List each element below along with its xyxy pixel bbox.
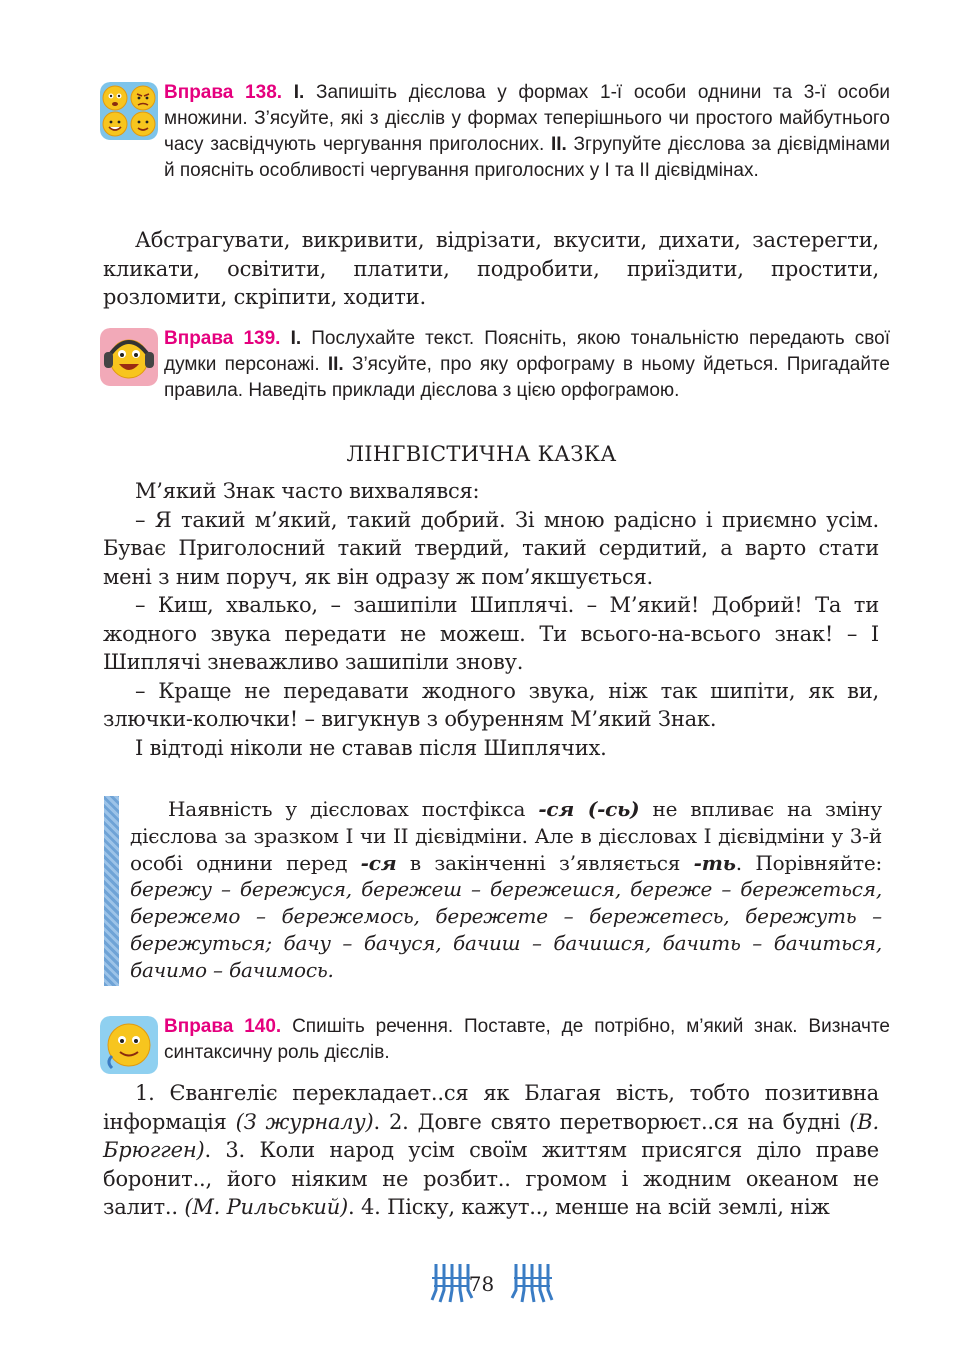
headphones-smiley-icon: [100, 328, 158, 386]
source: (З журналу): [235, 1109, 374, 1134]
roman-2: ІІ.: [550, 134, 567, 155]
roman-1: І.: [293, 82, 305, 103]
rule-text: [130, 796, 882, 984]
word-list: Абстрагувати, викривити, відрізати, вкусити, дихати, застерегти, кликати, освітити, платити, подробити, приїздити, простити, розломити, скріпити, ходити.: [103, 228, 879, 309]
rule-part: . Порівняйте:: [735, 850, 882, 875]
exercise-140-sentences: [103, 1079, 879, 1222]
rule-suffix: -ть: [693, 850, 736, 875]
story-paragraph: – Киш, хвалько, – зашипіли Шиплячі. – М’який! Добрий! Та ти жодного звука передати не можеш. Ти всього-на-всього знак! – І Шиплячі зневажливо зашипіли знову.: [103, 593, 879, 674]
sentence-part: . 3. Коли народ усім своїм життям присягся діло праве боронит.., його ніяким не розбит.. громом і жодним океаном не залит..: [103, 1138, 879, 1219]
story-paragraph: М’який Знак часто вихвалявся:: [135, 479, 480, 503]
exercise-139-text: [164, 326, 890, 404]
task-part-2: З’ясуйте, про яку орфограму в ньому йдеться. Пригадайте правила. Наведіть приклади дієслова з цією орфограмою.: [164, 354, 890, 401]
exercise-140-text: [164, 1014, 890, 1066]
exercise-139-label: Вправа 139.: [164, 328, 281, 349]
rule-part: Наявність у дієсловах постфікса: [168, 797, 539, 821]
story-text: [103, 477, 879, 762]
rule-suffix: -ся (-сь): [538, 797, 640, 821]
exercise-138: [100, 80, 890, 184]
rule-box: [104, 796, 882, 984]
page-footer: [0, 1260, 963, 1310]
smiley-icon: [100, 1016, 158, 1074]
emoji-faces-icon: [100, 82, 158, 140]
page-number: 78: [468, 1272, 495, 1296]
source: (М. Рильський): [184, 1195, 349, 1219]
rule-suffix: -ся: [360, 850, 397, 875]
source: (В. Брюгген): [103, 1109, 879, 1162]
story-paragraph: – Краще не передавати жодного звука, ніж так шипіти, як ви, злючки-колючки! – вигукнув з обуренням М’який Знак.: [103, 678, 879, 731]
exercise-140-label: Вправа 140.: [164, 1016, 282, 1037]
exercise-138-text: [164, 80, 890, 184]
roman-2: ІІ.: [327, 354, 344, 375]
exercise-139: [100, 326, 890, 404]
sentence-part: 1. Євангеліє перекладает..ся як Благая вість, тобто позитивна інформація: [103, 1081, 879, 1134]
rule-examples: бережу – бережуся, бережеш – бережешся, береже – бережеться, бережемо – бережемось, бережете – бережетесь, бережуть – бережуться; бачу – бачуся, бачиш – бачишся, бачить – бачиться, бачимо – бачимось.: [130, 877, 882, 982]
task-part-1: Послухайте текст. Поясніть, якою тональністю передають свої думки персонажі.: [164, 328, 891, 375]
task-part-1: Спишіть речення. Поставте, де потрібно, м’який знак. Визначте синтаксичну роль дієслів.: [164, 1016, 890, 1063]
task-part-2: Згрупуйте дієслова за дієвідмінами й поясніть особливості чергування приголосних у І та ІІ дієвідмінах.: [164, 134, 890, 181]
rule-part: не впливає на зміну дієслова за зразком І чи ІІ дієвідміни. Але в дієсловах І дієвідміни у 3-й особі однини перед: [130, 797, 882, 875]
sentence-part: . 4. Піску, кажут.., менше на всій землі, ніж: [348, 1195, 830, 1219]
task-part-1: Запишіть дієслова у формах 1-ї особи однини та 3-ї особи множини. З’ясуйте, які з дієслів у формах теперішнього чи простого майбутнього часу засвідчують чергування приголосних.: [164, 82, 891, 155]
exercise-140: [100, 1014, 890, 1066]
sentence-part: . 2. Довге свято перетворюєт..ся на будні: [373, 1109, 850, 1134]
exercise-138-label: Вправа 138.: [164, 82, 283, 103]
story-paragraph: І відтоді ніколи не ставав після Шиплячих.: [135, 735, 607, 760]
story-title: ЛІНГВІСТИЧНА КАЗКА: [346, 442, 617, 466]
roman-1: І.: [290, 328, 302, 349]
rule-bar: [104, 796, 119, 986]
exercise-138-words: [103, 226, 879, 312]
story-paragraph: – Я такий м’який, такий добрий. Зі мною радісно і приємно усім. Буває Приголосний такий твердий, такий сердитий, а варто стати мені з ним поруч, як він одразу ж пом’якшується.: [103, 507, 879, 589]
rule-part: в закінченні з’являється: [396, 850, 694, 875]
